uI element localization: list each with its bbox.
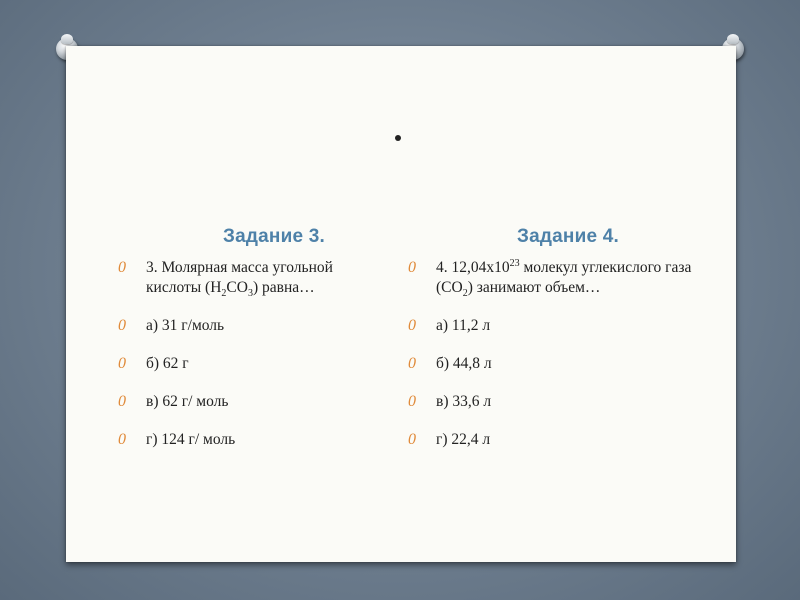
task-3-option-c: 0 в) 62 г/ моль bbox=[118, 393, 229, 410]
bullet-icon: 0 bbox=[118, 393, 126, 410]
task-4-option-b: 0 б) 44,8 л bbox=[408, 355, 492, 372]
bullet-icon: 0 bbox=[408, 355, 416, 372]
task-3-column bbox=[118, 226, 390, 468]
bullet-icon: 0 bbox=[408, 431, 416, 448]
task-3-question: 0 3. Молярная масса угольной кислоты $(H_2CO_3)$ равна… bbox=[118, 259, 333, 300]
bullet-icon: 0 bbox=[408, 259, 416, 276]
bullet-icon: 0 bbox=[408, 317, 416, 334]
bullet-icon: 0 bbox=[118, 259, 126, 276]
task-4-option-c: 0 в) 33,6 л bbox=[408, 393, 492, 410]
bullet-icon: 0 bbox=[118, 317, 126, 334]
task-4-option-d: 0 г) 22,4 л bbox=[408, 431, 491, 448]
task-3-option-b: 0 б) 62 г bbox=[118, 355, 189, 372]
bullet-icon: 0 bbox=[118, 355, 126, 372]
task-4-column bbox=[408, 226, 708, 468]
bullet-icon: 0 bbox=[408, 393, 416, 410]
task-3-heading: Задание 3. bbox=[223, 226, 325, 247]
task-4-question: 0 4. $12,04х10^{23}$ молекул углекислого газа $(CO_2)$ занимают объем… bbox=[408, 257, 692, 300]
title-dot bbox=[395, 135, 401, 141]
bullet-icon: 0 bbox=[118, 431, 126, 448]
task-4-heading: Задание 4. bbox=[517, 226, 619, 247]
task-3-option-d: 0 г) 124 г/ моль bbox=[118, 431, 236, 448]
task-3-option-a: 0 а) 31 г/моль bbox=[118, 317, 225, 334]
task-4-option-a: 0 а) 11,2 л bbox=[408, 317, 491, 334]
